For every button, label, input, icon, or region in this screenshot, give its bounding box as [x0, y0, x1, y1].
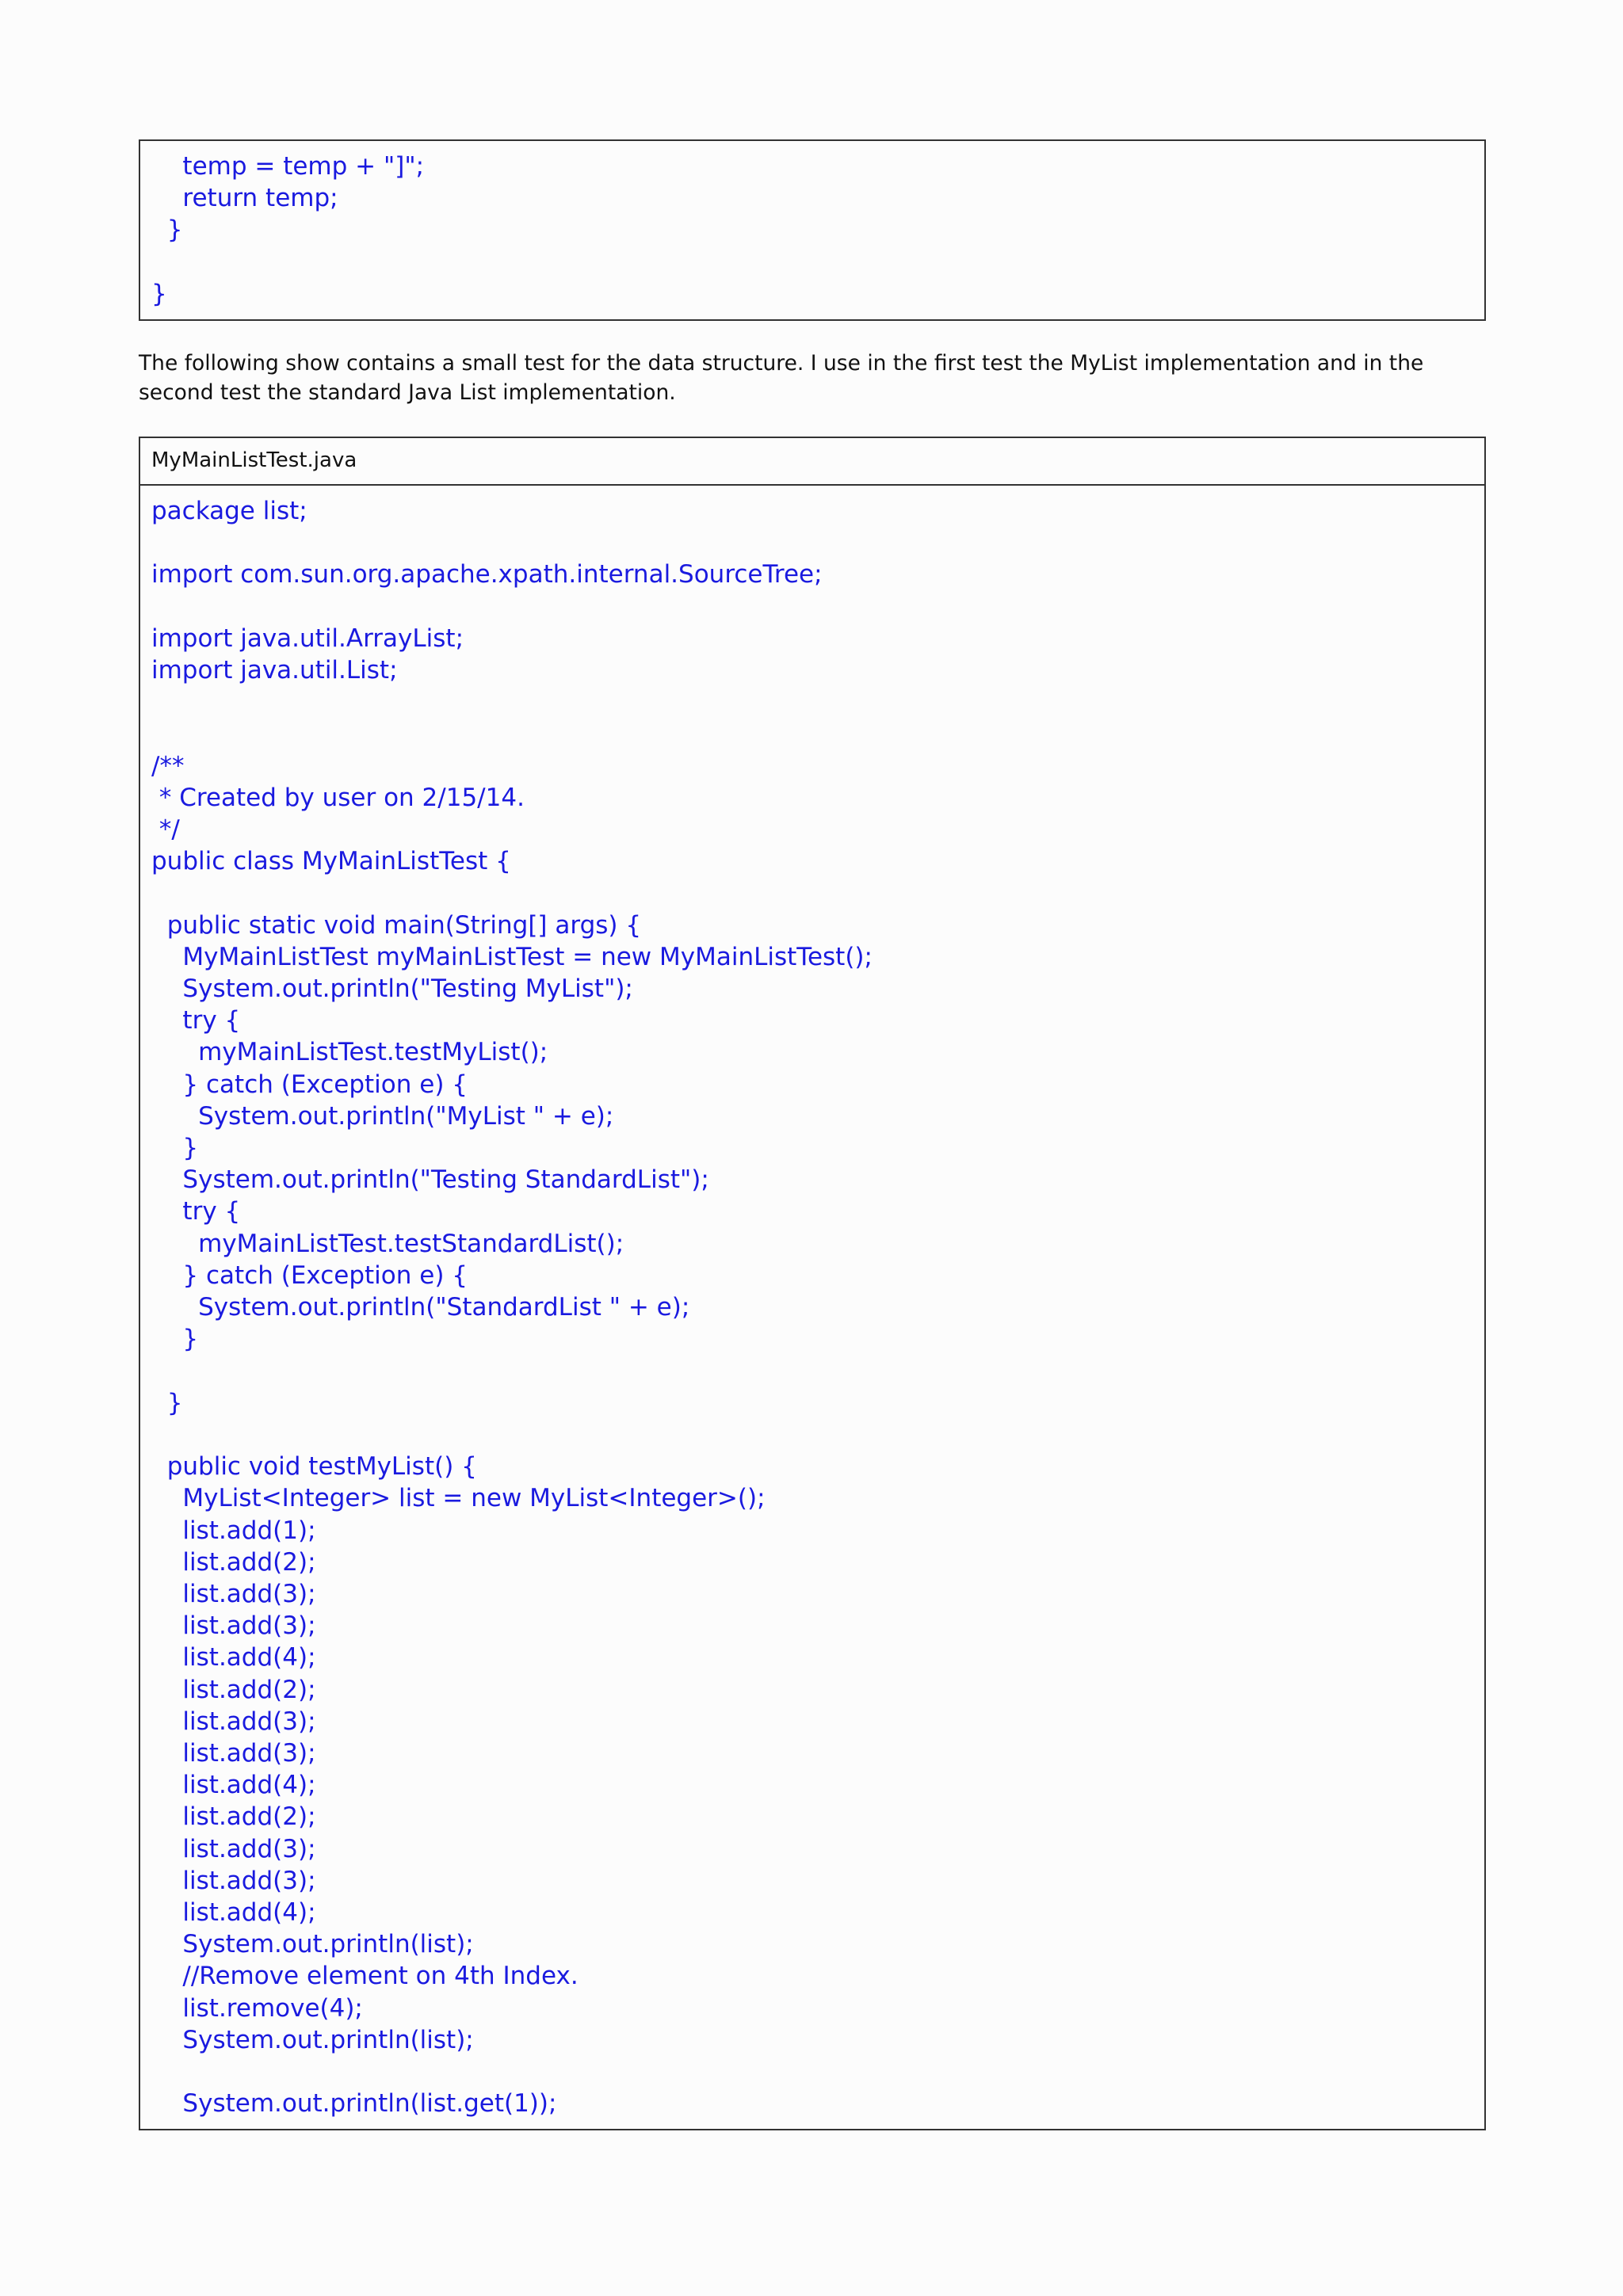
code-listing [139, 437, 1486, 2130]
code-listing-header [140, 438, 1484, 486]
code-text: package list; import com.sun.org.apache.xpath.internal.SourceTree; import java.util.ArrayList; import java.util.List; /** * Created by user on 2/15/14. */ public class MyMainListTest { public static void main(String[] args) { MyMainListTest myMainListTest = new MyMainListTest(); System.out.println("Testing MyList"); try { myMainListTest.testMyList(); } catch (Exception e) { System.out.println("MyList " + e); } System.out.println("Testing StandardList"); try { myMainListTest.testStandardList(); } catch (Exception e) { System.out.println("StandardList " + e); } } public void testMyList() { MyList<Integer> list = new MyList<Integer>(); list.add(1); list.add(2); list.add(3); list.add(3); list.add(4); list.add(2); list.add(3); list.add(3); list.add(4); list.add(2); list.add(3); list.add(3); list.add(4); System.out.println(list); //Remove element on 4th Index. list.remove(4); System.out.println(list); System.out.println(list.get(1)); [151, 497, 873, 2119]
code-snippet-continued [139, 139, 1486, 321]
code-text: temp = temp + "]"; return temp; } } [151, 152, 425, 308]
description-paragraph: The following show contains a small test for the data structure. I use in the first test the MyList implementation and in the second test the standard Java List implementation. [139, 351, 1424, 405]
code-filename: MyMainListTest.java [151, 448, 357, 472]
